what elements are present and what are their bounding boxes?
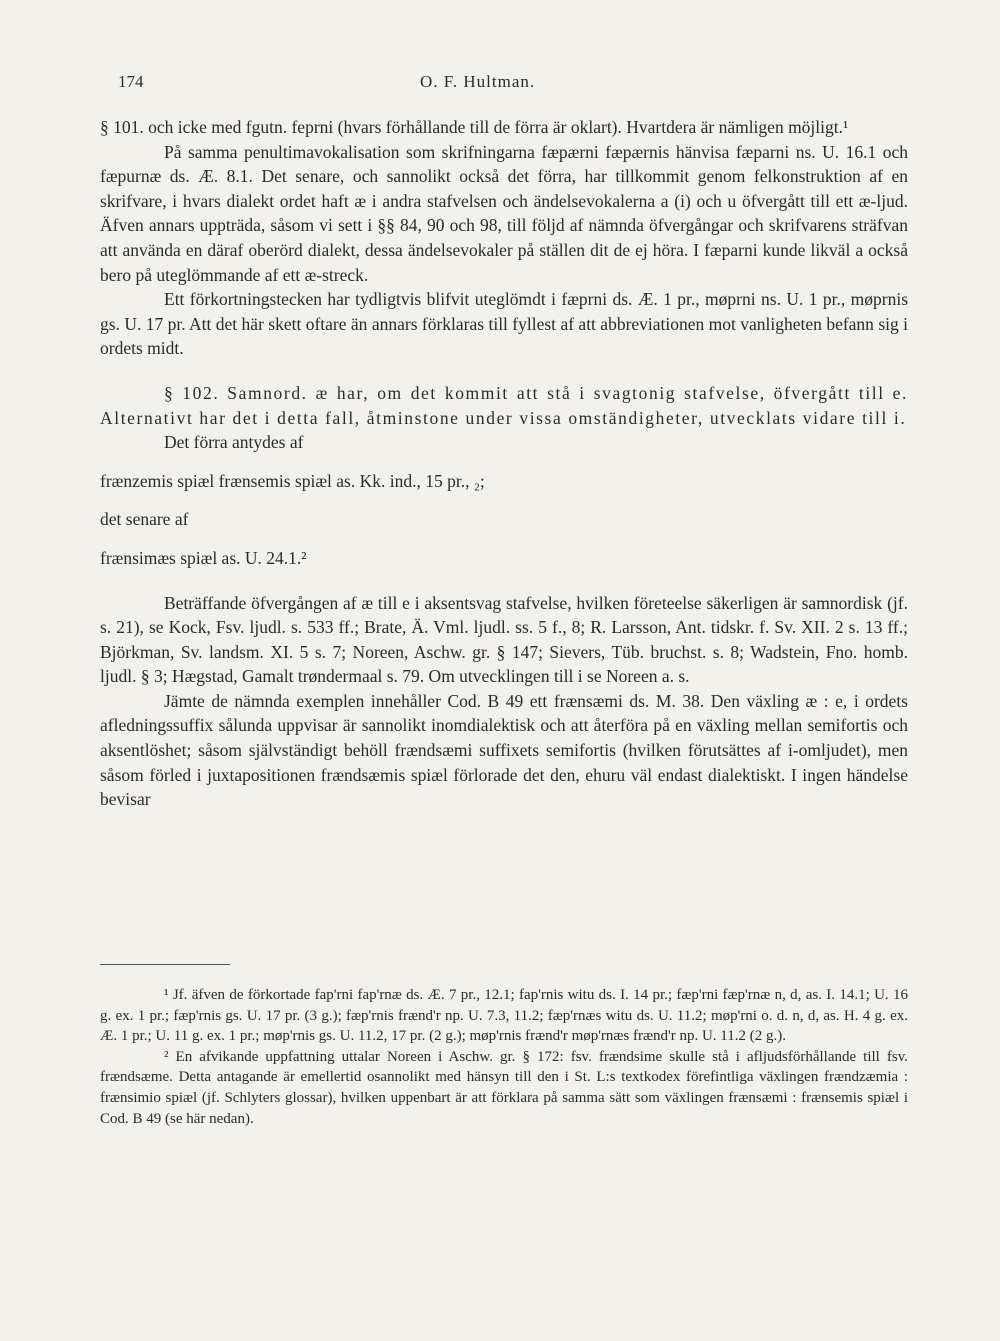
- page-number: 174: [118, 72, 144, 91]
- example-frænsimæs: frænsimæs spiæl as. U. 24.1.²: [100, 547, 307, 568]
- footnotes: [100, 985, 908, 1129]
- paragraph-latter: det senare af: [100, 509, 189, 530]
- paragraph-penultima: På samma penultimavokalisation som skrifningarna fæpærni fæpærnis hänvisa fæparni ns. U. 16.1 och fæpurnæ ds. Æ. 8.1. Det senare, och sannolikt också det förra, har tillkommit genom felkonstruktion af en skrifvare, i hvars dialekt ordet haft æ i andra stafvelsen och ändelsevokalerna a (i) och u öfvergått till ett æ-ljud. Äfven annars uppträda, såsom vi sett i §§ 84, 90 och 98, till följd af nämnda öfvergångar och skrifvarens sträfvan att använda en däraf oberörd dialekt, dessa ändelsevokaler på ställen dit de ej höra. I fæparni kunde likväl a också bero på uteglömmande af ett æ-streck.: [100, 141, 908, 285]
- footnote-1: ¹ Jf. äfven de förkortade fap'rni fap'rnæ ds. Æ. 7 pr., 12.1; fap'rnis witu ds. I. 14 pr.; fæp'rni fæp'rnæ n, d, as. I. 14.1; U. 16 g. ex. 1 pr.; fæp'rnis gs. U. 17 pr. (3 g.); fæp'rnis frænd'r np. U. 7.3, 11.2; fæp'rnæs witu ds. U. 11.2; møp'rni o. d. n, d, as. H. 4 g. ex. Æ. 1 pr.; U. 11 g. ex. 1 pr.; møp'rnis gs. U. 11.2, 17 pr. (2 g.); møp'rnis frænd'r møp'rnæs frænd'r np. U. 11.2 (2 g.).: [100, 987, 908, 1045]
- example-frænzemis: frænzemis spiæl frænsemis spiæl as. Kk. ind., 15 pr., ₂;: [100, 470, 485, 491]
- paragraph-abbreviation: Ett förkortningstecken har tydligtvis blifvit uteglömdt i fæprni ds. Æ. 1 pr., møprni ns. U. 1 pr., møprnis gs. U. 17 pr. Att det här skett oftare än annars förklaras till fyllest af att abbreviationen mot vanligheten befann sig i ordets midt.: [100, 289, 908, 359]
- section-101-intro: § 101. och icke med fgutn. feprni (hvars förhållande till de förra är oklart). Hvartdera är nämligen möjligt.¹: [100, 117, 849, 137]
- page-header: [118, 72, 908, 96]
- paragraph-references: Beträffande öfvergången af æ till e i aksentsvag stafvelse, hvilken företeelse säkerligen är samnordisk (jf. s. 21), se Kock, Fsv. ljudl. s. 533 ff.; Brate, Ä. Vml. ljudl. ss. 5 f., 8; R. Larsson, Ant. tidskr. f. Sv. XII. 2 s. 13 ff.; Björkman, Sv. landsm. XI. 5 s. 7; Noreen, Aschw. gr. § 147; Sievers, Tüb. bruchst. s. 8; Wadstein, Fno. homb. ljudl. § 3; Hægstad, Gamalt trøndermaal s. 79. Om utvecklingen till i se Noreen a. s.: [100, 592, 908, 687]
- body-text: [100, 115, 908, 812]
- paragraph-cod-b49: Jämte de nämnda exemplen innehåller Cod. B 49 ett frænsæmi ds. M. 38. Den växling æ : e, i ordets afledningssuffix sålunda uppvisar är sannolikt inomdialektisk och att återföra på en växling mellan semifortis och aksentlöshet; såsom självständigt behöll frændsæmi suffixets semifortis (hvilken förutsättes af i-omljudet), men såsom förled i juxtapositionen frændsæmis spiæl förlorade det den, ehuru väl endast dialektiskt. I ingen händelse bevisar: [100, 690, 908, 810]
- footnote-rule: [100, 964, 230, 965]
- running-head-author: O. F. Hultman.: [420, 72, 536, 91]
- paragraph-former: Det förra antydes af: [164, 432, 304, 453]
- section-102-heading: § 102. Samnord. æ har, om det kommit att stå i svagtonig stafvelse, öfvergått till e. Alternativt har det i detta fall, åtminstone under vissa omständigheter, utvecklats vidare till i.: [100, 382, 908, 428]
- footnote-2: ² En afvikande uppfattning uttalar Noreen i Aschw. gr. § 172: fsv. frændsime skulle stå i afljudsförhållande till fsv. frændsæme. Detta antagande är emellertid osannolikt med hänsyn till den i St. L:s textkodex förefintliga växlingen frændzæmia : frænsimio spiæl (jf. Schlyters glossar), hvilken uppenbart är att förklara på samma sätt som växlingen frænsæmi : frænsemis spiæl i Cod. B 49 (se här nedan).: [100, 1048, 908, 1127]
